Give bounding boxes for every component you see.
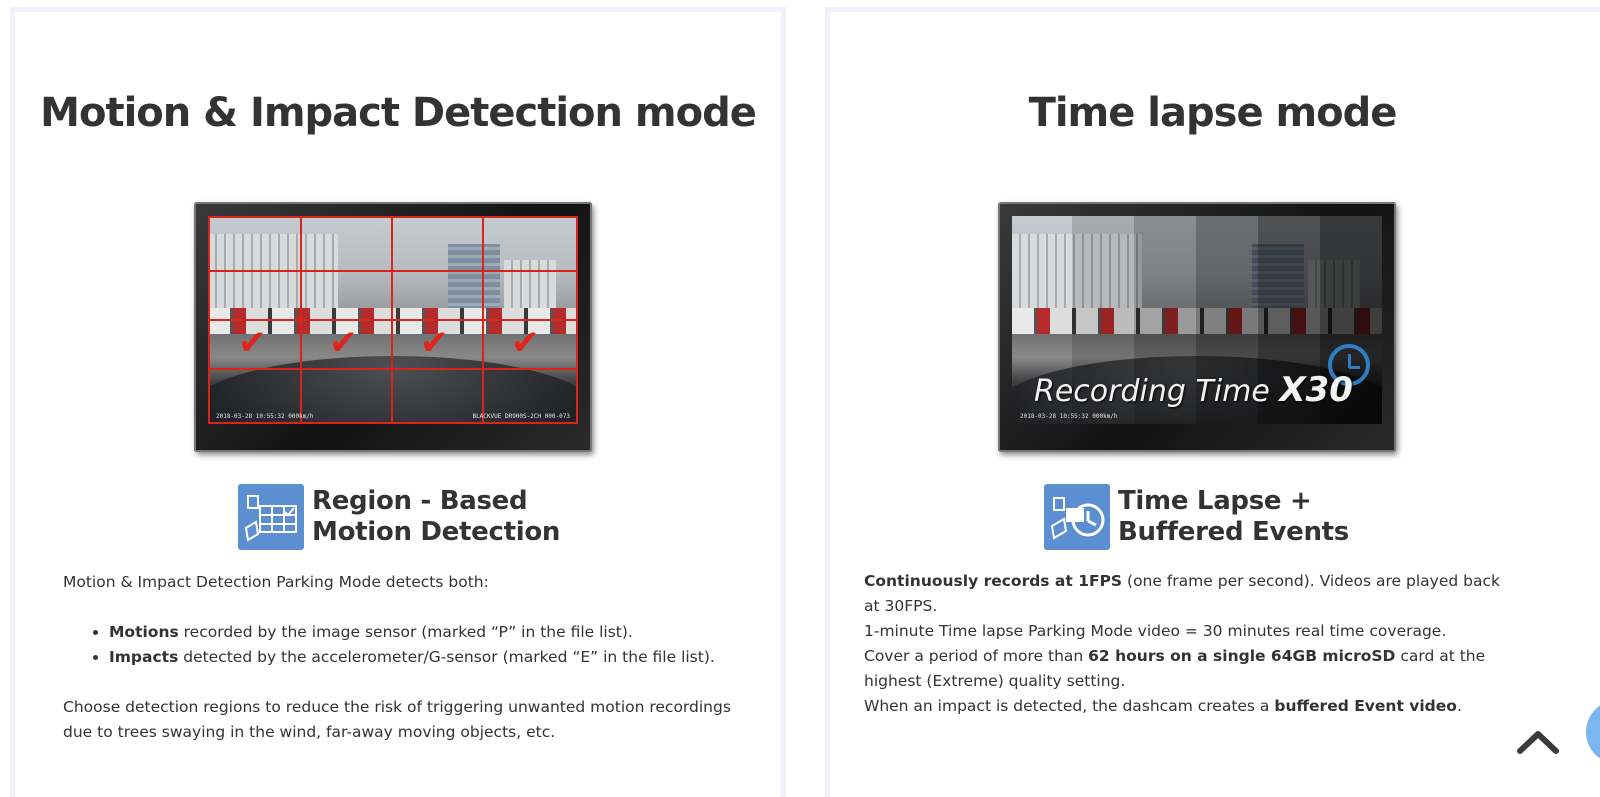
list-item: • Motions recorded by the image sensor (marked “P” in the file list). [109,620,733,645]
paragraph: When an impact is detected, the dashcam creates a buffered Event video. [864,697,1462,715]
detection-list [63,620,733,670]
time-lapse-description [864,569,1504,719]
card-title: Time lapse mode [1028,90,1397,136]
region-detection-icon [238,484,304,550]
time-lapse-icon [1044,484,1110,550]
check-icon: ✔ [511,323,540,363]
check-icon: ✔ [420,323,449,363]
motion-description [63,570,733,745]
paragraph: Cover a period of more than 62 hours on a single 64GB microSD card at the highest (Extreme) quality setting. [864,647,1486,690]
recording-time-overlay: Recording Time X30 [1034,370,1353,410]
feature-label: Time Lapse + Buffered Events [1118,486,1349,547]
detection-grid [208,216,578,424]
chevron-up-icon [1516,727,1560,757]
paragraph: 1-minute Time lapse Parking Mode video = 30 minutes real time coverage. [864,622,1447,640]
card-title: Motion & Impact Detection mode [40,90,756,136]
time-lapse-feature [1044,484,1349,550]
time-lapse-card [825,7,1600,797]
intro-text: Motion & Impact Detection Parking Mode detects both: [63,573,489,591]
list-item: • Impacts detected by the accelerometer/G-sensor (marked “E” in the file list). [109,645,733,670]
time-lapse-illustration [998,202,1396,452]
paragraph: Continuously records at 1FPS (one frame per second). Videos are played back at 30FPS. [864,572,1500,615]
screen-model-label: BLACKVUE DR900S-2CH 000-073 [472,413,570,420]
motion-impact-card [10,7,786,797]
screen-timestamp: 2018-03-28 10:55:32 000km/h [216,413,314,420]
check-icon: ✔ [238,323,267,363]
motion-detection-illustration [194,202,592,452]
closing-text: Choose detection regions to reduce the risk of triggering unwanted motion recordings due to trees swaying in the wind, far-away moving objects, etc. [63,698,731,741]
region-detection-feature [238,484,560,550]
scroll-to-top-button[interactable] [1516,727,1560,757]
check-icon: ✔ [329,323,358,363]
feature-label: Region - Based Motion Detection [312,486,561,547]
screen-timestamp: 2018-03-28 10:55:32 000km/h [1020,413,1118,420]
